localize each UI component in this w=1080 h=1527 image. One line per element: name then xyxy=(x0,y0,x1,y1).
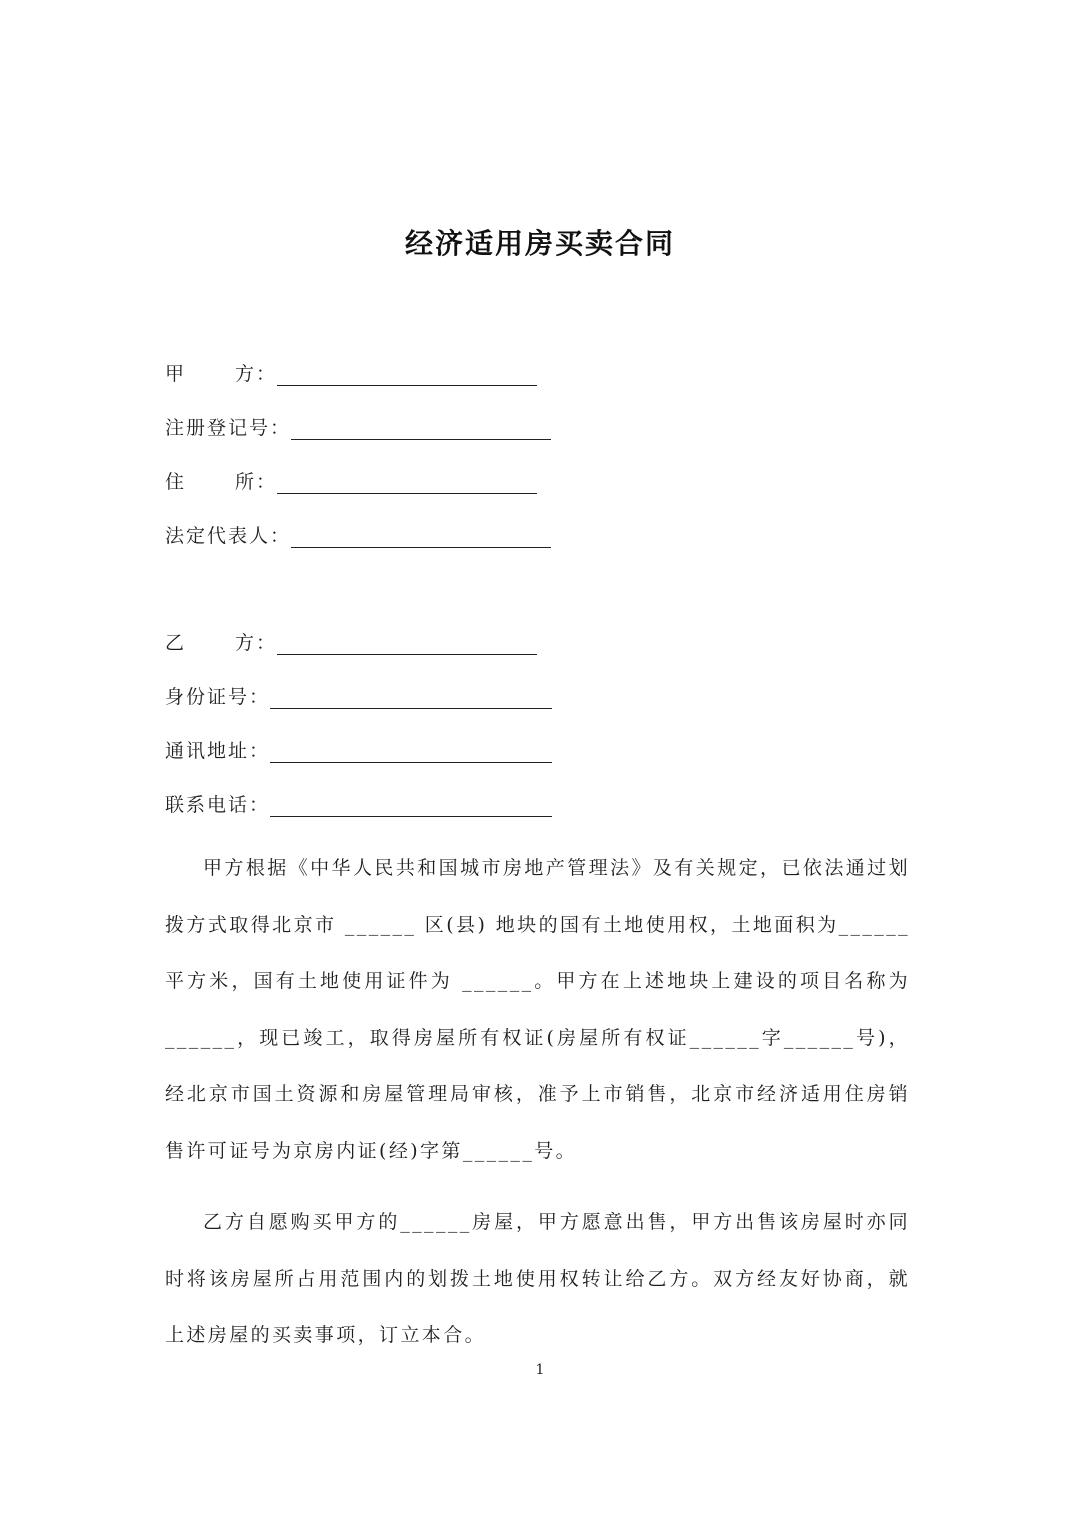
party-a-address-label: 住 所： xyxy=(165,471,277,493)
page-number: 1 xyxy=(535,1362,545,1378)
party-b-name-label: 乙 方： xyxy=(165,632,277,654)
party-b-id-label: 身份证号： xyxy=(165,686,271,708)
party-a-address-field xyxy=(165,464,537,494)
party-a-name-blank xyxy=(277,363,537,386)
party-a-representative-label: 法定代表人： xyxy=(165,525,292,547)
party-a-name-label: 甲 方： xyxy=(165,363,277,385)
contract-paragraph-2 xyxy=(165,1194,910,1364)
party-b-address-blank xyxy=(270,740,552,763)
party-b-phone-label: 联系电话： xyxy=(165,794,271,816)
party-a-representative-field xyxy=(165,518,551,548)
party-b-name-blank xyxy=(277,632,537,655)
party-b-phone-field xyxy=(165,787,552,817)
party-b-id-blank xyxy=(270,686,552,709)
party-b-id-field xyxy=(165,679,552,709)
party-a-reg-blank xyxy=(291,417,551,440)
paragraph-1-text: 甲方根据《中华人民共和国城市房地产管理法》及有关规定，已依法通过划拨方式取得北京市 ______ 区(县) 地块的国有土地使用权，土地面积为______平方米，国有土地使用证件为 ______。甲方在上述地块上建设的项目名称为 ______，现已竣工，取得房屋所有权证(房屋所有权证______字______号)，经北京市国土资源和房屋管理局审核，准予上市销售，北京市经济适用住房销售许可证号为京房内证(经)字第______号。 xyxy=(165,857,910,1162)
party-a-address-blank xyxy=(277,471,537,494)
party-b-phone-blank xyxy=(270,794,552,817)
paragraph-2-text: 乙方自愿购买甲方的______房屋，甲方愿意出售，甲方出售该房屋时亦同时将该房屋所占用范围内的划拨土地使用权转让给乙方。双方经友好协商，就上述房屋的买卖事项，订立本合。 xyxy=(165,1211,910,1346)
party-b-address-label: 通讯地址： xyxy=(165,740,271,762)
party-b-name-field xyxy=(165,625,537,655)
party-a-reg-field xyxy=(165,410,551,440)
party-a-name-field xyxy=(165,356,537,386)
party-b-address-field xyxy=(165,733,552,763)
party-a-representative-blank xyxy=(291,525,551,548)
contract-paragraph-1 xyxy=(165,840,910,1179)
party-a-reg-label: 注册登记号： xyxy=(165,417,292,439)
document-title: 经济适用房买卖合同 xyxy=(404,227,675,260)
